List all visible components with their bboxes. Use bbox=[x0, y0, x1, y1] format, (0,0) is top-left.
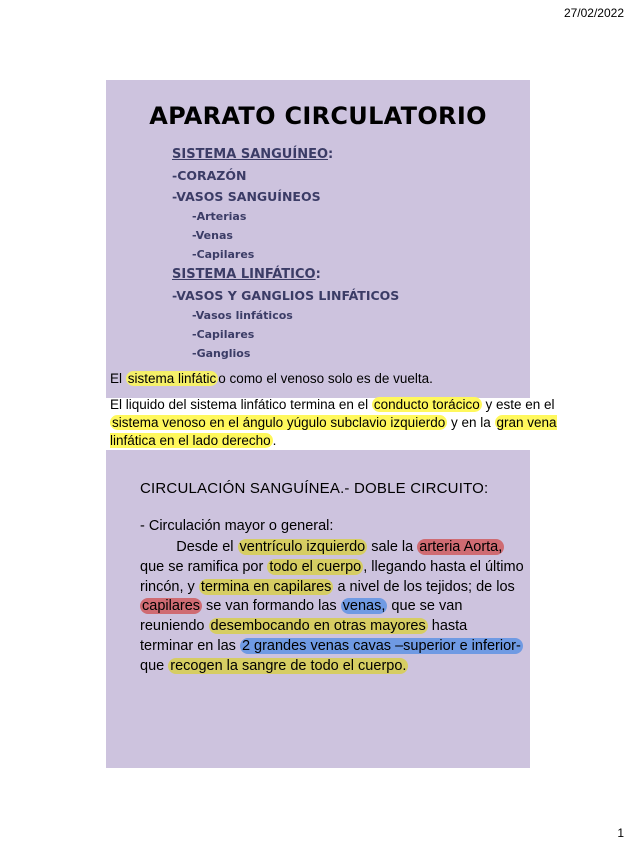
outline-item bbox=[172, 285, 399, 306]
outline-item-suffix: : bbox=[328, 147, 334, 162]
text-run: hasta terminar en las bbox=[140, 618, 468, 654]
outline-item bbox=[172, 207, 399, 226]
slide2-body bbox=[140, 538, 524, 677]
text-run: se van formando las bbox=[202, 598, 341, 615]
highlighted-text: recogen la sangre de todo el cuerpo. bbox=[170, 657, 407, 674]
highlighted-text: capilares bbox=[142, 598, 201, 615]
highlighted-text: todo el cuerpo bbox=[269, 558, 362, 575]
outline-item bbox=[172, 186, 399, 207]
outline-item bbox=[172, 226, 399, 245]
outline-item-text: SISTEMA LINFÁTICO bbox=[172, 267, 316, 282]
outline-item-suffix: : bbox=[315, 267, 321, 282]
outline-item bbox=[172, 165, 399, 186]
date-label: 27/02/2022 bbox=[563, 6, 624, 20]
outline-list bbox=[172, 144, 399, 363]
text-run: a nivel de los tejidos; de los bbox=[333, 578, 515, 595]
text-run: que bbox=[140, 657, 169, 674]
slide2-title: CIRCULACIÓN SANGUÍNEA.- DOBLE CIRCUITO: bbox=[140, 480, 489, 497]
slide2-subtitle: - Circulación mayor o general: bbox=[140, 518, 334, 534]
outline-item-text: -Capilares bbox=[192, 248, 255, 261]
outline-item bbox=[172, 264, 399, 285]
slide-circulacion bbox=[106, 450, 530, 768]
outline-item-text: -Capilares bbox=[192, 328, 255, 341]
outline-item-text: -VASOS Y GANGLIOS LINFÁTICOS bbox=[172, 288, 400, 303]
outline-item-text: -Venas bbox=[192, 229, 233, 242]
highlighted-text: ventrículo izquierdo bbox=[239, 539, 366, 555]
note-line-1 bbox=[110, 370, 600, 388]
page-number: 1 bbox=[617, 826, 624, 840]
outline-item bbox=[172, 344, 399, 363]
text-run: El bbox=[110, 371, 126, 386]
highlighted-text: arteria Aorta, bbox=[419, 539, 503, 555]
outline-item-text: SISTEMA SANGUÍNEO bbox=[172, 147, 329, 162]
text-run: sale la bbox=[367, 539, 418, 555]
note-paragraph-2 bbox=[110, 396, 600, 450]
highlighted-text: sistema venoso en el ángulo yúgulo subclavio izquierdo bbox=[112, 415, 446, 430]
outline-item bbox=[172, 245, 399, 264]
outline-item-text: -Vasos linfáticos bbox=[192, 309, 293, 322]
outline-item bbox=[172, 306, 399, 325]
text-run: El liquido del sistema linfático termina en el bbox=[110, 397, 372, 412]
text-run: y este en el bbox=[481, 397, 555, 412]
text-run: que se van reuniendo bbox=[140, 598, 463, 635]
outline-item-text: -VASOS SANGUÍNEOS bbox=[172, 189, 321, 204]
text-run: y en la bbox=[447, 415, 495, 430]
highlighted-text: venas, bbox=[342, 598, 386, 615]
outline-item-text: -CORAZÓN bbox=[172, 168, 247, 183]
highlighted-text: sistema linfátic bbox=[127, 371, 217, 386]
outline-item-text: -Arterias bbox=[192, 210, 247, 223]
text-run: , llegando hasta el último rincón, y bbox=[140, 558, 524, 595]
highlighted-text: gran vena linfática en el lado derecho bbox=[110, 415, 557, 448]
highlighted-text: 2 grandes venas cavas –superior e inferior- bbox=[241, 637, 521, 654]
highlighted-text: conducto torácico bbox=[373, 397, 480, 412]
highlighted-text: termina en capilares bbox=[200, 578, 332, 595]
outline-item-text: -Ganglios bbox=[192, 347, 251, 360]
slide-aparato-circulatorio bbox=[106, 80, 530, 398]
text-run: o como el venoso solo es de vuelta. bbox=[218, 371, 433, 386]
outline-item bbox=[172, 144, 399, 165]
slide-title: APARATO CIRCULATORIO bbox=[149, 102, 487, 130]
outline-item bbox=[172, 325, 399, 344]
text-run: que se ramifica por bbox=[140, 558, 268, 575]
text-run: Desde el bbox=[140, 539, 238, 555]
highlighted-text: desembocando en otras mayores bbox=[210, 618, 426, 635]
text-run: . bbox=[272, 433, 277, 448]
